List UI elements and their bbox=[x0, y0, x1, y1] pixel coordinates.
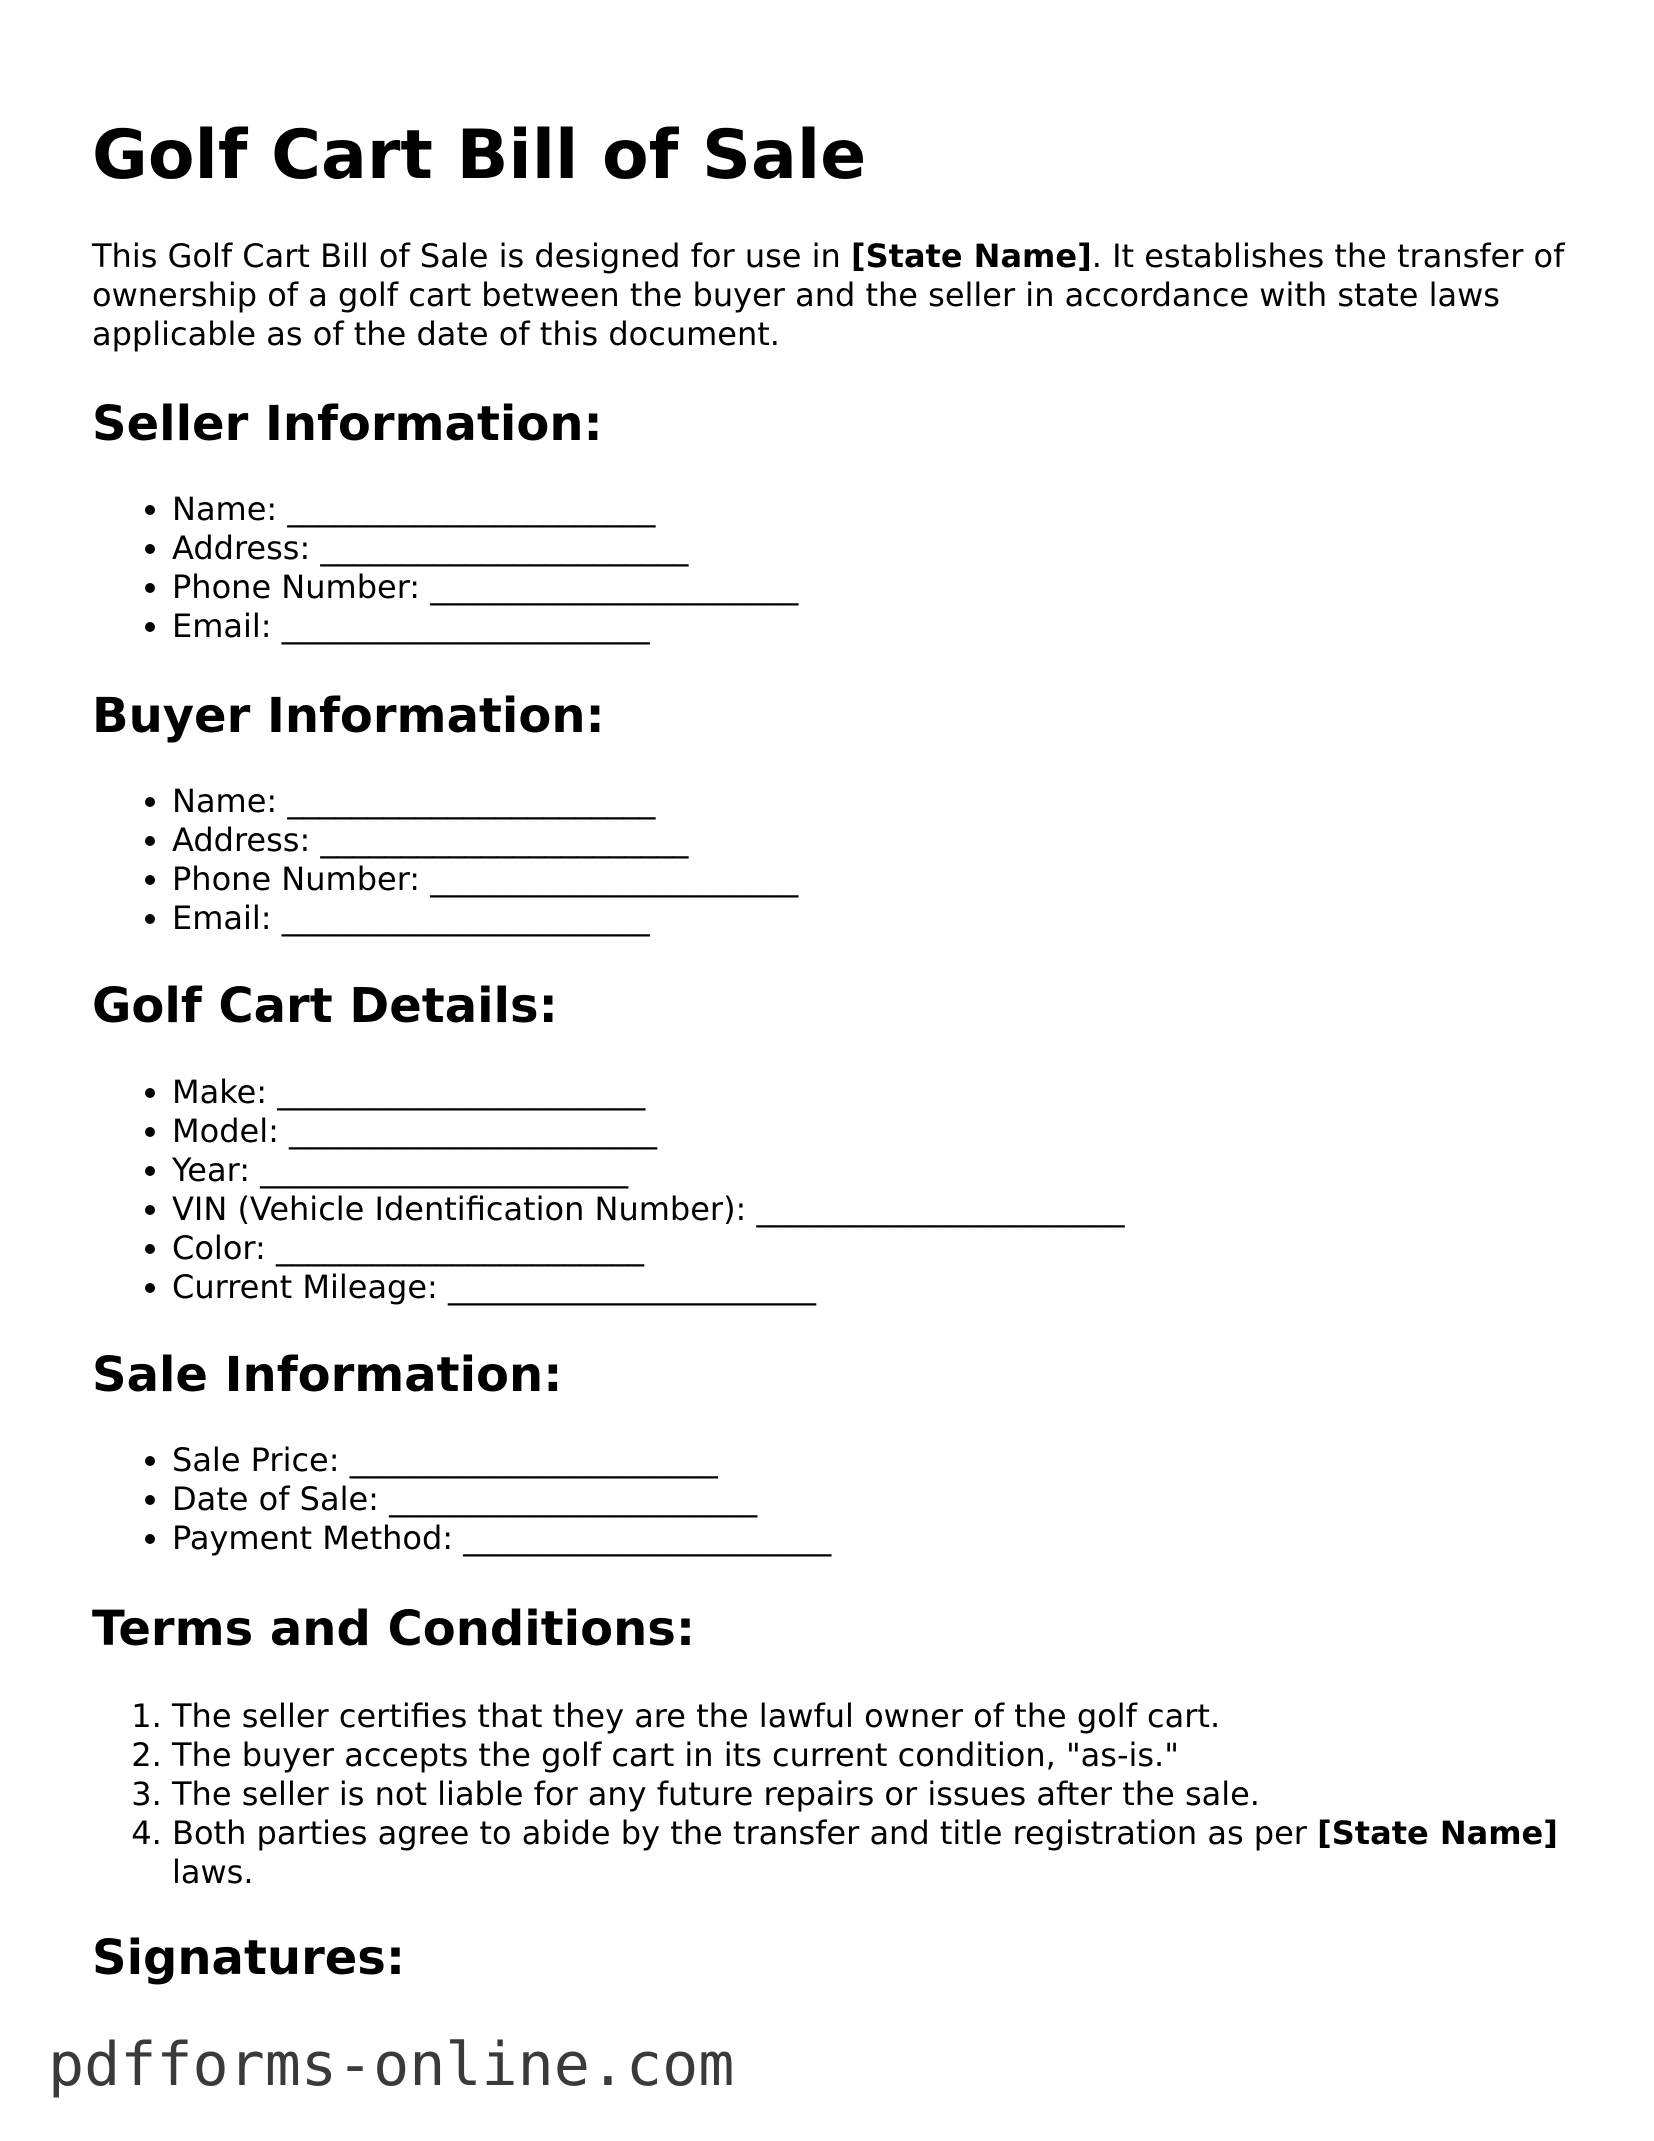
buyer-fields-list bbox=[92, 782, 1572, 938]
field-label: Current Mileage: bbox=[172, 1268, 438, 1306]
term-text-before: Both parties agree to abide by the transfer and title registration as per bbox=[172, 1814, 1318, 1852]
terms-heading: Terms and Conditions: bbox=[92, 1601, 696, 1657]
signatures-heading: Signatures: bbox=[92, 1930, 406, 1986]
buyer-heading: Buyer Information: bbox=[92, 688, 605, 744]
blank-line: _______________________ bbox=[349, 1441, 718, 1479]
blank-line: _______________________ bbox=[287, 782, 656, 820]
payment-method-field[interactable] bbox=[172, 1519, 1572, 1558]
cart-mileage-field[interactable] bbox=[172, 1268, 1572, 1307]
blank-line: _______________________ bbox=[463, 1519, 832, 1557]
blank-line: _______________________ bbox=[277, 1073, 646, 1111]
page-title: Golf Cart Bill of Sale bbox=[92, 116, 867, 195]
field-label: Email: bbox=[172, 607, 272, 645]
buyer-email-field[interactable] bbox=[172, 899, 1572, 938]
intro-paragraph bbox=[92, 237, 1572, 354]
field-label: Date of Sale: bbox=[172, 1480, 379, 1518]
cart-year-field[interactable] bbox=[172, 1151, 1572, 1190]
field-label: Name: bbox=[172, 490, 278, 528]
field-label: Color: bbox=[172, 1229, 266, 1267]
field-label: Year: bbox=[172, 1151, 250, 1189]
field-label: Model: bbox=[172, 1112, 279, 1150]
blank-line: _______________________ bbox=[389, 1480, 758, 1518]
seller-address-field[interactable] bbox=[172, 529, 1572, 568]
field-label: VIN (Vehicle Identification Number): bbox=[172, 1190, 747, 1228]
cart-vin-field[interactable] bbox=[172, 1190, 1572, 1229]
seller-heading: Seller Information: bbox=[92, 396, 603, 452]
sale-date-field[interactable] bbox=[172, 1480, 1572, 1519]
blank-line: _______________________ bbox=[430, 860, 799, 898]
field-label: Address: bbox=[172, 529, 311, 567]
field-label: Payment Method: bbox=[172, 1519, 454, 1557]
blank-line: _______________________ bbox=[320, 821, 689, 859]
term-text-after: laws. bbox=[172, 1853, 254, 1891]
seller-phone-field[interactable] bbox=[172, 568, 1572, 607]
seller-name-field[interactable] bbox=[172, 490, 1572, 529]
blank-line: _______________________ bbox=[260, 1151, 629, 1189]
field-label: Sale Price: bbox=[172, 1441, 340, 1479]
buyer-phone-field[interactable] bbox=[172, 860, 1572, 899]
buyer-name-field[interactable] bbox=[172, 782, 1572, 821]
buyer-address-field[interactable] bbox=[172, 821, 1572, 860]
term-item-4 bbox=[172, 1814, 1572, 1892]
field-label: Phone Number: bbox=[172, 568, 421, 606]
intro-state-name: [State Name] bbox=[850, 237, 1092, 275]
blank-line: _______________________ bbox=[275, 1229, 644, 1267]
field-label: Make: bbox=[172, 1073, 268, 1111]
cart-fields-list bbox=[92, 1073, 1572, 1307]
seller-email-field[interactable] bbox=[172, 607, 1572, 646]
blank-line: _______________________ bbox=[281, 607, 650, 645]
term-state-name: [State Name] bbox=[1317, 1814, 1558, 1852]
cart-make-field[interactable] bbox=[172, 1073, 1572, 1112]
blank-line: _______________________ bbox=[320, 529, 689, 567]
term-item: 1. The seller certifies that they are the lawful owner of the golf cart. bbox=[172, 1697, 1572, 1736]
sale-fields-list bbox=[92, 1441, 1572, 1558]
term-item: 2. The buyer accepts the golf cart in its current condition, "as-is." bbox=[172, 1736, 1572, 1775]
cart-details-heading: Golf Cart Details: bbox=[92, 978, 558, 1034]
sale-info-heading: Sale Information: bbox=[92, 1347, 563, 1403]
field-label: Address: bbox=[172, 821, 311, 859]
sale-price-field[interactable] bbox=[172, 1441, 1572, 1480]
intro-text-after: . It establishes the transfer of ownership of a golf cart between the buyer and the seller in accordance with state laws applicable as of the date of this document. bbox=[92, 237, 1565, 353]
blank-line: _______________________ bbox=[756, 1190, 1125, 1228]
cart-model-field[interactable] bbox=[172, 1112, 1572, 1151]
blank-line: _______________________ bbox=[430, 568, 799, 606]
blank-line: _______________________ bbox=[287, 490, 656, 528]
blank-line: _______________________ bbox=[448, 1268, 816, 1306]
blank-line: _______________________ bbox=[289, 1112, 658, 1150]
field-label: Name: bbox=[172, 782, 278, 820]
field-label: Phone Number: bbox=[172, 860, 421, 898]
intro-text-before: This Golf Cart Bill of Sale is designed for use in bbox=[92, 237, 851, 275]
terms-list bbox=[92, 1697, 1572, 1892]
term-item: 3. The seller is not liable for any future repairs or issues after the sale. bbox=[172, 1775, 1572, 1814]
field-label: Email: bbox=[172, 899, 272, 937]
watermark-text: pdfforms-online.com bbox=[48, 2030, 735, 2100]
cart-color-field[interactable] bbox=[172, 1229, 1572, 1268]
blank-line: _______________________ bbox=[281, 899, 650, 937]
seller-fields-list bbox=[92, 490, 1572, 646]
